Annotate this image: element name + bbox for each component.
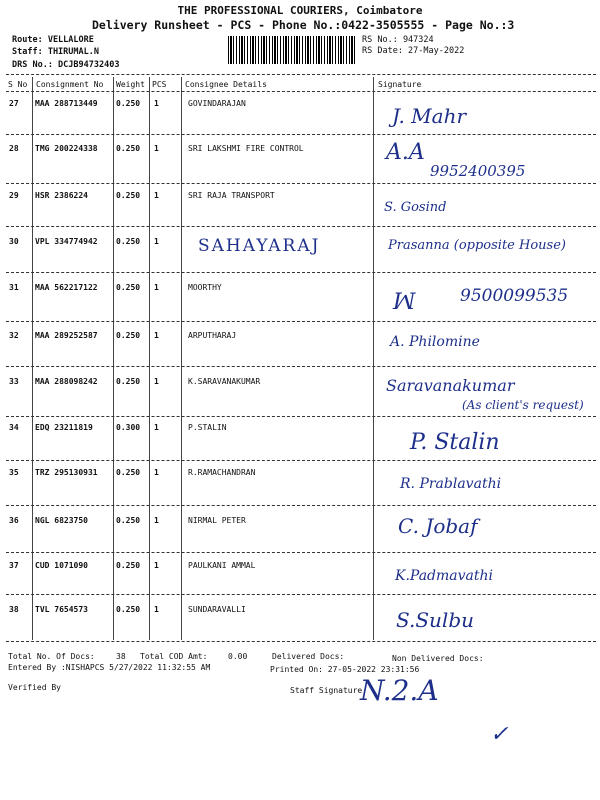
delivered-docs-label: Delivered Docs: [272, 652, 345, 661]
col-header-pcs: PCS [152, 80, 167, 89]
row-consignee: K.SARAVANAKUMAR [188, 377, 261, 386]
row-rule [6, 226, 596, 227]
row-rule [6, 594, 596, 595]
total-docs-label: Total No. Of Docs: [8, 652, 95, 661]
row-sno: 37 [9, 561, 19, 570]
entered-by: Entered By :NISHAPCS 5/27/2022 11:32:55 AM [8, 663, 211, 672]
row-weight: 0.250 [116, 561, 141, 570]
column-divider [113, 77, 114, 640]
runsheet-subtitle: Delivery Runsheet - PCS - Phone No.:0422-3505555 - Page No.:3 [92, 18, 515, 32]
row-pcs: 1 [154, 605, 159, 614]
row-sno: 31 [9, 283, 19, 292]
col-header-consignment: Consignment No [36, 80, 104, 89]
row-pcs: 1 [154, 191, 159, 200]
row-rule [6, 416, 596, 417]
row-pcs: 1 [154, 516, 159, 525]
row-signature: Prasanna (opposite House) [388, 238, 566, 253]
row-pcs: 1 [154, 423, 159, 432]
row-consignment: VPL 334774942 [35, 237, 98, 246]
row-rule [6, 366, 596, 367]
staff-signature-label: Staff Signature [290, 686, 363, 695]
row-consignment: EDQ 23211819 [35, 423, 93, 432]
row-consignment: TRZ 295130931 [35, 468, 98, 477]
row-sno: 30 [9, 237, 19, 246]
col-header-weight: Weight [116, 80, 145, 89]
row-weight: 0.250 [116, 377, 141, 386]
row-pcs: 1 [154, 561, 159, 570]
row-consignee: P.STALIN [188, 423, 227, 432]
row-sno: 34 [9, 423, 19, 432]
row-signature: J. Mahr [392, 104, 467, 128]
rs-date: RS Date: 27-May-2022 [362, 46, 465, 56]
col-header-consignee: Consignee Details [185, 80, 267, 89]
column-divider [373, 77, 374, 640]
row-sno: 28 [9, 144, 19, 153]
row-sno: 33 [9, 377, 19, 386]
row-weight: 0.250 [116, 605, 141, 614]
row-signature-phone: 9952400395 [430, 162, 526, 180]
row-consignment: NGL 6823750 [35, 516, 88, 525]
non-delivered-docs-label: Non Delivered Docs: [392, 654, 484, 663]
header-rule [6, 91, 596, 92]
row-rule [6, 134, 596, 135]
row-consignment: MAA 562217122 [35, 283, 98, 292]
row-sno: 29 [9, 191, 19, 200]
row-sno: 32 [9, 331, 19, 340]
row-signature: P. Stalin [410, 430, 500, 455]
row-weight: 0.250 [116, 144, 141, 153]
cod-value: 0.00 [228, 652, 248, 661]
row-sno: 27 [9, 99, 19, 108]
row-consignee: SRI LAKSHMI FIRE CONTROL [188, 144, 304, 153]
column-divider [149, 77, 150, 640]
row-pcs: 1 [154, 331, 159, 340]
row-consignee: NIRMAL PETER [188, 516, 246, 525]
drs-number: DRS No.: DCJB94732403 [12, 60, 120, 70]
row-weight: 0.250 [116, 516, 141, 525]
barcode [228, 36, 356, 64]
row-consignment: MAA 288713449 [35, 99, 98, 108]
row-weight: 0.250 [116, 237, 141, 246]
row-signature: C. Jobaf [398, 514, 478, 538]
row-rule [6, 321, 596, 322]
row-signature: S.Sulbu [396, 608, 475, 632]
row-sno: 38 [9, 605, 19, 614]
company-title: THE PROFESSIONAL COURIERS, Coimbatore [177, 4, 423, 17]
row-rule [6, 552, 596, 553]
row-consignee: MOORTHY [188, 283, 222, 292]
table-top-rule [6, 74, 596, 75]
row-consignment: TVL 7654573 [35, 605, 88, 614]
row-consignment: MAA 289252587 [35, 331, 98, 340]
row-signature: K.Padmavathi [395, 568, 494, 584]
column-divider [32, 77, 33, 640]
row-weight: 0.250 [116, 468, 141, 477]
row-weight: 0.250 [116, 99, 141, 108]
row-signature: A. Philomine [390, 334, 480, 350]
row-pcs: 1 [154, 283, 159, 292]
row-pcs: 1 [154, 377, 159, 386]
row-sno: 35 [9, 468, 19, 477]
staff-signature: N.2.A [360, 674, 439, 707]
row-pcs: 1 [154, 237, 159, 246]
row-signature-note: (As client's request) [462, 398, 584, 412]
total-docs-value: 38 [116, 652, 126, 661]
row-rule [6, 505, 596, 506]
row-consignee: GOVINDARAJAN [188, 99, 246, 108]
rs-number: RS No.: 947324 [362, 35, 434, 45]
row-signature: S. Gosind [384, 200, 447, 215]
row-signature: A.A [386, 140, 425, 165]
row-pcs: 1 [154, 144, 159, 153]
table-bottom-rule [6, 641, 596, 642]
row-consignment: MAA 288098242 [35, 377, 98, 386]
row-pcs: 1 [154, 99, 159, 108]
row-rule [6, 183, 596, 184]
staff-label: Staff: THIRUMAL.N [12, 47, 99, 57]
cod-label: Total COD Amt: [140, 652, 208, 661]
row-weight: 0.250 [116, 191, 141, 200]
row-rule [6, 460, 596, 461]
row-sno: 36 [9, 516, 19, 525]
row-consignee: ARPUTHARAJ [188, 331, 237, 340]
column-divider [181, 77, 182, 640]
row-consignee: SAHAYARAJ [198, 236, 321, 256]
row-weight: 0.250 [116, 283, 141, 292]
col-header-signature: Signature [378, 80, 422, 89]
row-consignment: HSR 2386224 [35, 191, 88, 200]
row-rule [6, 272, 596, 273]
col-header-sno: S No [8, 80, 28, 89]
row-signature: R. Prablavathi [400, 476, 502, 492]
row-consignee: R.RAMACHANDRAN [188, 468, 256, 477]
row-consignee: SUNDARAVALLI [188, 605, 246, 614]
row-signature: 9500099535 [460, 286, 569, 306]
verified-by-label: Verified By [8, 683, 61, 692]
printed-on: Printed On: 27-05-2022 23:31:56 [270, 665, 420, 674]
row-signature-scribble: ꟽ [393, 290, 416, 315]
row-consignment: TMG 200224338 [35, 144, 98, 153]
row-pcs: 1 [154, 468, 159, 477]
row-consignee: PAULKANI AMMAL [188, 561, 256, 570]
check-mark-icon: ✓ [490, 722, 509, 747]
row-weight: 0.300 [116, 423, 141, 432]
row-weight: 0.250 [116, 331, 141, 340]
route-label: Route: VELLALORE [12, 35, 94, 45]
row-consignee: SRI RAJA TRANSPORT [188, 191, 275, 200]
row-signature: Saravanakumar [386, 376, 515, 395]
row-consignment: CUD 1071090 [35, 561, 88, 570]
